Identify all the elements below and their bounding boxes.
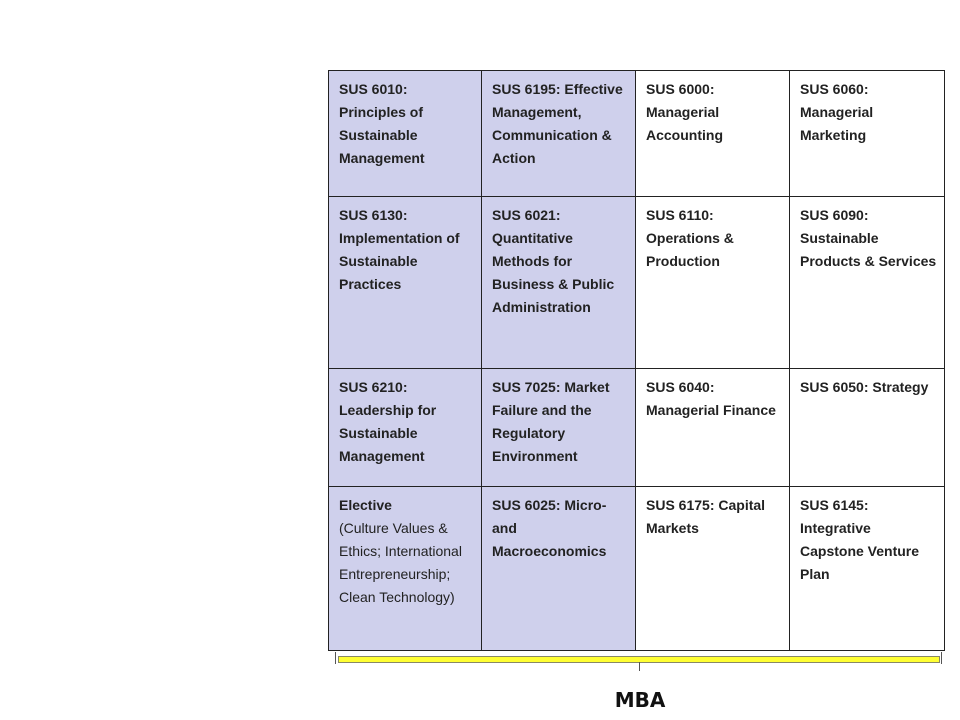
course-cell: SUS 6050: Strategy <box>790 369 945 487</box>
table-row <box>329 369 945 487</box>
elective-title: Elective <box>339 497 392 513</box>
course-cell: SUS 6130: Implementation of Sustainable Practices <box>329 197 482 369</box>
bracket-left-tick <box>335 652 336 664</box>
table-row <box>329 197 945 369</box>
bracket-stem <box>639 662 640 671</box>
course-cell: SUS 6175: Capital Markets <box>636 487 790 651</box>
table-row <box>329 71 945 197</box>
course-cell: SUS 6010: Principles of Sustainable Management <box>329 71 482 197</box>
course-cell: SUS 6210: Leadership for Sustainable Management <box>329 369 482 487</box>
course-cell: SUS 6000: Managerial Accounting <box>636 71 790 197</box>
course-cell: SUS 6040: Managerial Finance <box>636 369 790 487</box>
course-cell: SUS 6090: Sustainable Products & Services <box>790 197 945 369</box>
elective-cell <box>329 487 482 651</box>
course-cell: SUS 6195: Effective Management, Communication & Action <box>482 71 636 197</box>
course-cell: SUS 6145: Integrative Capstone Venture Plan <box>790 487 945 651</box>
bracket-right-tick <box>941 652 942 664</box>
course-grid <box>328 70 945 651</box>
course-cell: SUS 6110: Operations & Production <box>636 197 790 369</box>
mba-label: MBA <box>614 688 666 712</box>
course-cell: SUS 6060: Managerial Marketing <box>790 71 945 197</box>
elective-detail: (Culture Values & Ethics; International Entrepreneurship; Clean Technology) <box>339 520 462 605</box>
course-cell: SUS 6025: Micro- and Macroeconomics <box>482 487 636 651</box>
course-cell: SUS 6021: Quantitative Methods for Business & Public Administration <box>482 197 636 369</box>
course-cell: SUS 7025: Market Failure and the Regulatory Environment <box>482 369 636 487</box>
table-row <box>329 487 945 651</box>
